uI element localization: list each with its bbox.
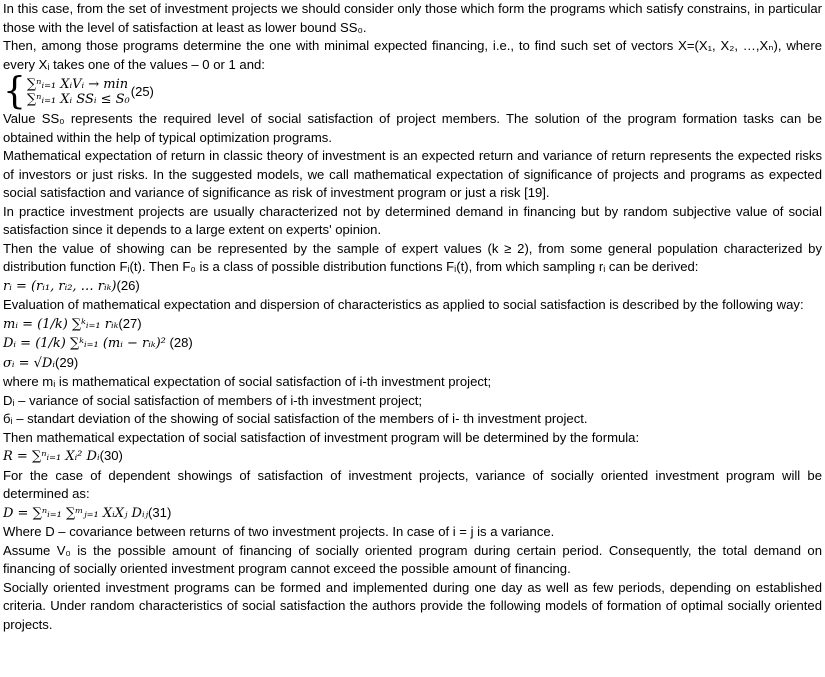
- paragraph-practice: In practice investment projects are usually characterized not by determined demand in financing but by random subjective value of social satisfaction since it depends to a large extent on experts' opinion.: [3, 203, 822, 237]
- equation-27-body: mᵢ = (1/k) ∑ᵏᵢ₌₁ rᵢₖ: [3, 316, 119, 332]
- equation-number: (27): [118, 315, 142, 331]
- paragraph-program-expectation: Then mathematical expectation of social satisfaction of investment program will be determined by the formula:: [3, 429, 640, 445]
- equation-number: (30): [99, 448, 123, 463]
- paragraph-minimal-financing: Then, among those programs determine the one with minimal expected financing, i.e., to find such set of vectors X=(X₁, X₂, …,Xₙ), where every Xᵢ takes one of the values – 0 or 1 and:: [3, 38, 822, 72]
- equation-number: (26): [116, 277, 140, 293]
- equation-30-body: R = ∑ⁿᵢ₌₁ Xᵢ² Dᵢ: [3, 449, 100, 464]
- equation-number: (25): [130, 83, 154, 99]
- equation-29: [3, 354, 822, 374]
- equation-26: [3, 277, 822, 297]
- paragraph-programs: Socially oriented investment programs can be formed and implemented during one day as well as few periods, depending on established criteria. Under random characteristics of social satisfaction the authors provide the following models of formation of optimal socially oriented projects.: [3, 579, 822, 632]
- equation-28-body: Dᵢ = (1/k) ∑ᵏᵢ₌₁ (mᵢ − rᵢₖ)²: [3, 336, 166, 351]
- definition-mi: where mᵢ is mathematical expectation of social satisfaction of i-th investment project;: [3, 374, 492, 389]
- paragraph-constraints: In this case, from the set of investment projects we should consider only those which form the programs which satisfy constrains, in particular those with the level of satisfaction at least as lower bound SS₀.: [3, 1, 822, 35]
- paragraph-covariance: Where D – covariance between returns of two investment projects. In case of i = j is a variance.: [3, 524, 555, 539]
- paragraph-v0: Assume V₀ is the possible amount of financing of socially oriented program during certain period. Consequently, the total demand on financing of socially oriented investment program cannot exceed the possible amount of financing.: [3, 542, 822, 576]
- equation-25-line-2: ∑ⁿᵢ₌₁ Xᵢ SSᵢ ≤ S₀: [26, 92, 130, 107]
- equation-31-body: D = ∑ⁿᵢ₌₁ ∑ᵐⱼ₌₁ XᵢXⱼ Dᵢⱼ: [3, 505, 149, 521]
- equation-30: [3, 447, 822, 467]
- equation-25-line-1: ∑ⁿᵢ₌₁ XᵢVᵢ → min: [26, 77, 129, 92]
- equation-28: [3, 334, 822, 354]
- definition-sigma: бᵢ – standart deviation of the showing of social satisfaction of the members of i- th investment project.: [3, 411, 588, 426]
- equation-29-body: σᵢ = √Dᵢ: [3, 355, 55, 371]
- equation-27: [3, 315, 822, 335]
- paragraph-ss0: Value SS₀ represents the required level of social satisfaction of project members. The solution of the program formation tasks can be obtained within the help of typical optimization programs.: [3, 111, 822, 145]
- paragraph-evaluation: Evaluation of mathematical expectation and dispersion of characteristics as applied to social satisfaction is described by the following way:: [3, 297, 804, 312]
- paragraph-dependent: For the case of dependent showings of satisfaction of investment projects, variance of socially oriented investment program will be determined as:: [3, 467, 822, 501]
- equation-25: [3, 69, 822, 113]
- equation-26-body: rᵢ = (rᵢ₁, rᵢ₂, … rᵢₖ): [3, 278, 117, 294]
- equation-number: (28): [165, 335, 193, 350]
- definition-di: Dᵢ – variance of social satisfaction of members of i-th investment project;: [3, 392, 423, 408]
- equation-brace: {: [3, 69, 26, 113]
- equation-number: (29): [54, 354, 79, 370]
- paragraph-classic-theory: Mathematical expectation of return in classic theory of investment is an expected return and variance of return represents the expected risks of investors or just risks. In the suggested models, we call mathematical expectation of significance of projects and programs as expected social satisfaction and variance of significance as risk of investment program or just a risk [19].: [3, 148, 822, 200]
- paragraph-sample: Then the value of showing can be represented by the sample of expert values (k ≥ 2), from some general population characterized by distribution function Fᵢ(t). Then F₀ is a class of possible distribution functions Fᵢ(t), from which sampling rᵢ can be derived:: [3, 240, 822, 274]
- equation-number: (31): [148, 504, 172, 520]
- equation-31: [3, 504, 822, 524]
